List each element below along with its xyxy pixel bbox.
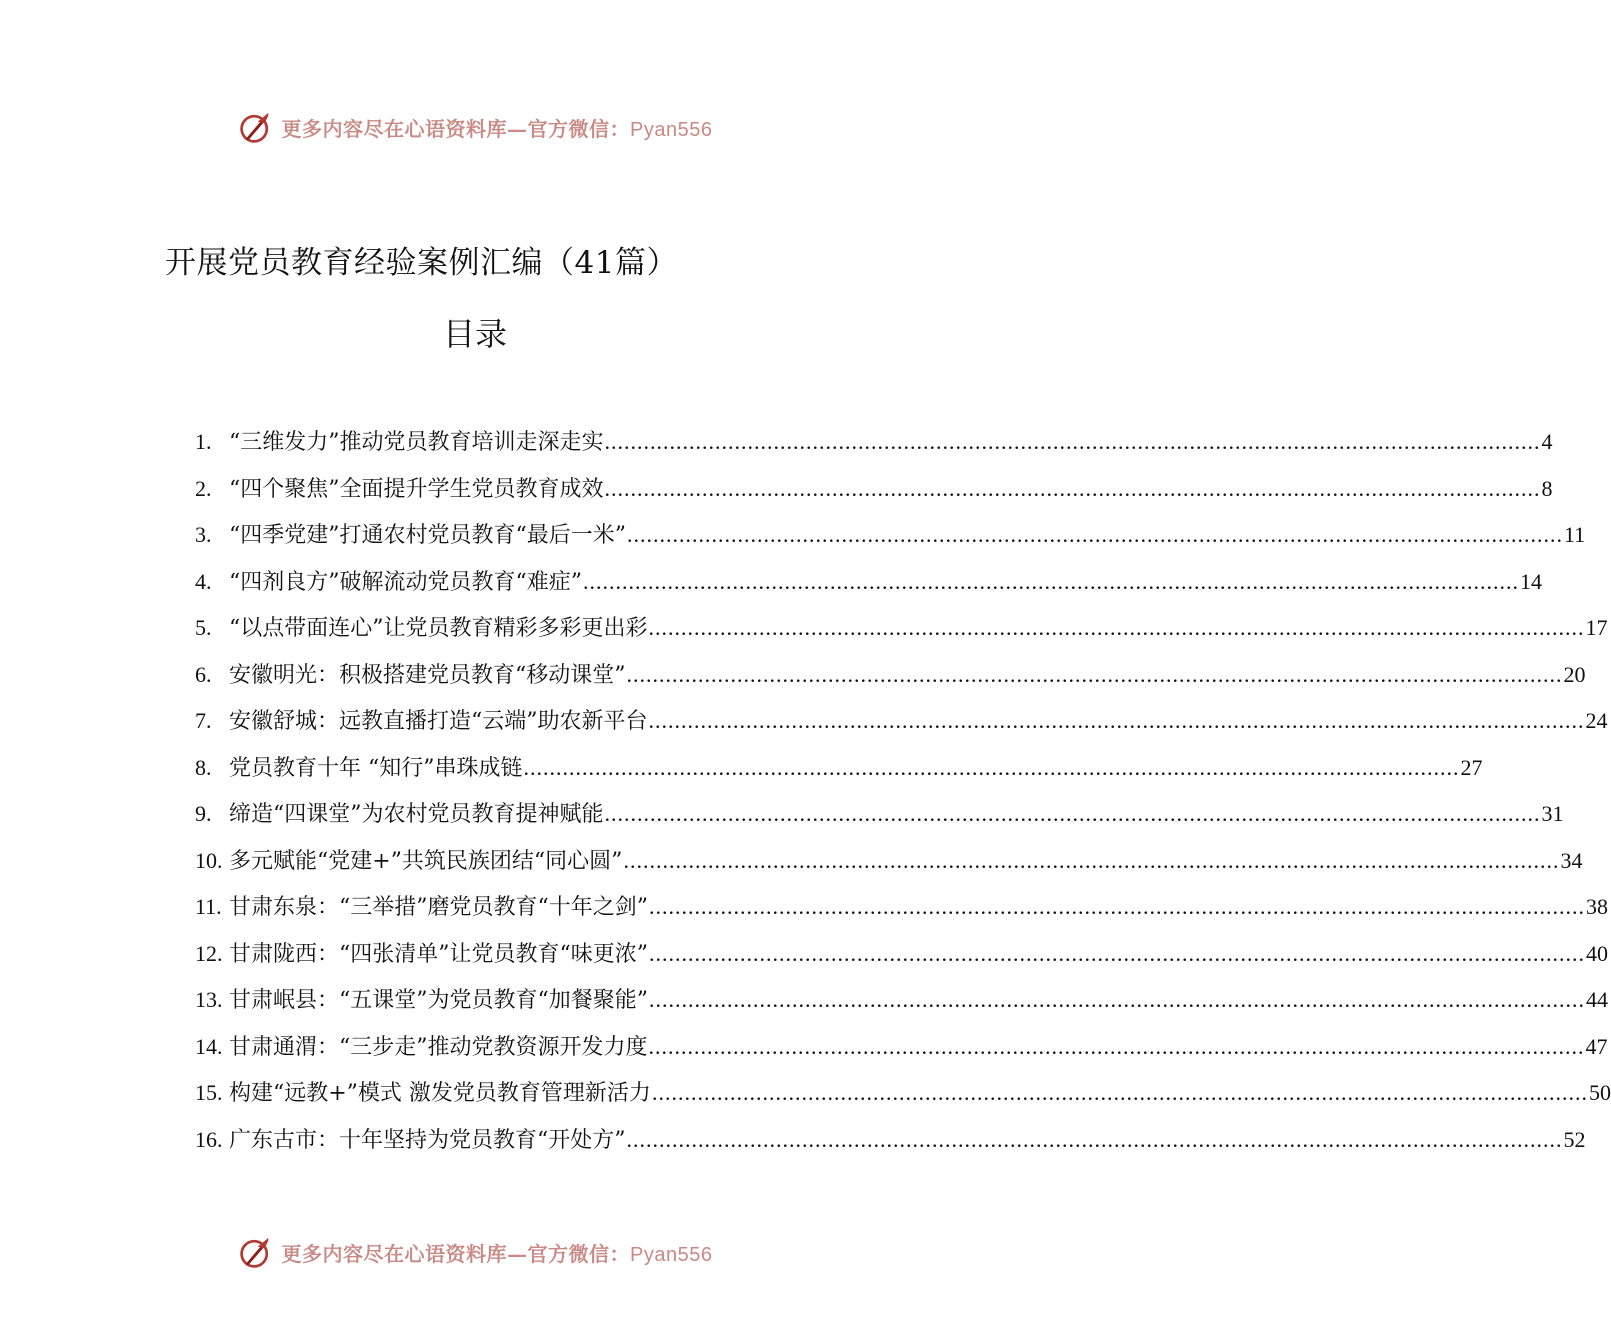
toc-leader-dots xyxy=(649,977,1585,1024)
watermark-header xyxy=(0,107,950,147)
toc-entry-number: 8. xyxy=(195,754,212,780)
toc-entry-page: 40 xyxy=(1586,940,1608,966)
toc-entry-page: 8 xyxy=(1541,475,1553,501)
toc-heading: 目录 xyxy=(442,315,507,353)
toc-entry[interactable] xyxy=(195,791,1564,838)
toc-leader-dots xyxy=(649,884,1585,931)
toc-entry-title: 甘肃东泉：“三举措”磨党员教育“十年之剑” xyxy=(229,895,648,920)
toc-entry-number: 14. xyxy=(195,1033,223,1059)
toc-leader-dots xyxy=(605,466,1541,513)
toc-entry-page: 50 xyxy=(1588,1080,1611,1105)
watermark-wechat-id: Pyan556 xyxy=(630,118,713,141)
toc-entry-number: 2. xyxy=(195,475,212,501)
toc-entry[interactable] xyxy=(195,931,1608,978)
watermark-wechat-id: Pyan556 xyxy=(630,1243,713,1266)
toc-entry[interactable] xyxy=(195,652,1586,699)
toc-leader-dots xyxy=(623,838,1559,885)
toc-entry-number: 9. xyxy=(195,801,212,826)
toc-entry-title: “四剂良方”破解流动党员教育“难症” xyxy=(229,569,582,595)
toc-entry-page: 4 xyxy=(1541,429,1553,454)
toc-entry[interactable] xyxy=(195,419,1553,466)
toc-entry-number: 1. xyxy=(195,429,212,454)
toc-entry-title: 甘肃通渭：“三步走”推动党教资源开发力度 xyxy=(229,1034,648,1060)
toc-entry-title: 构建“远教+”模式 激发党员教育管理新活力 xyxy=(229,1081,651,1106)
toc-entry-page: 20 xyxy=(1563,661,1586,687)
toc-entry[interactable] xyxy=(195,559,1542,606)
watermark-label: 更多内容尽在心语资料库—官方微信： xyxy=(281,116,631,141)
toc-entry-number: 16. xyxy=(195,1126,223,1152)
toc-entry[interactable] xyxy=(195,466,1553,513)
toc-entry[interactable] xyxy=(195,698,1608,745)
toc-entry-page: 47 xyxy=(1585,1033,1608,1059)
toc-leader-dots xyxy=(652,1070,1588,1117)
toc-entry[interactable] xyxy=(195,1117,1586,1164)
toc-entry-number: 10. xyxy=(195,847,223,873)
toc-entry-number: 4. xyxy=(195,568,212,594)
toc-entry-title: “四个聚焦”全面提升学生党员教育成效 xyxy=(229,476,604,502)
watermark-text xyxy=(282,1238,713,1267)
toc-entry-page: 44 xyxy=(1586,987,1608,1012)
toc-entry-title: “以点带面连心”让党员教育精彩多彩更出彩 xyxy=(229,616,648,641)
toc-entry-page: 34 xyxy=(1560,847,1583,873)
toc-entry-number: 7. xyxy=(195,708,212,733)
toc-entry-title: 安徽舒城：远教直播打造“云端”助农新平台 xyxy=(229,709,648,734)
toc-entry[interactable] xyxy=(195,512,1586,559)
toc-entry-page: 27 xyxy=(1460,754,1483,780)
toc-entry-number: 3. xyxy=(195,522,212,547)
toc-entry-page: 52 xyxy=(1563,1126,1586,1152)
toc-entry[interactable] xyxy=(195,1024,1608,1071)
toc-entry-title: 党员教育十年 “知行”串珠成链 xyxy=(229,755,523,781)
toc-entry-page: 38 xyxy=(1586,894,1608,919)
toc-leader-dots xyxy=(524,745,1460,792)
toc-entry-title: 广东古市：十年坚持为党员教育“开处方” xyxy=(229,1127,626,1153)
document-title: 开展党员教育经验案例汇编（41篇） xyxy=(165,245,678,281)
toc-entry-page: 11 xyxy=(1564,522,1586,547)
toc-entry[interactable] xyxy=(195,884,1608,931)
toc-entry[interactable] xyxy=(195,838,1583,885)
toc-entry[interactable] xyxy=(195,977,1608,1024)
toc-leader-dots xyxy=(627,1117,1563,1164)
toc-leader-dots xyxy=(649,931,1585,978)
toc-entry[interactable] xyxy=(195,605,1608,652)
quill-logo-icon xyxy=(238,1234,274,1270)
toc-entry-number: 11. xyxy=(195,894,222,919)
toc-leader-dots xyxy=(649,605,1585,652)
toc-entry-number: 12. xyxy=(195,940,223,966)
toc-entry-title: 多元赋能“党建+”共筑民族团结“同心圆” xyxy=(229,848,623,874)
toc-entry-page: 17 xyxy=(1585,615,1608,640)
toc-leader-dots xyxy=(627,512,1563,559)
watermark-label: 更多内容尽在心语资料库—官方微信： xyxy=(281,1241,631,1266)
toc-entry-page: 24 xyxy=(1585,708,1608,733)
toc-leader-dots xyxy=(605,791,1541,838)
toc-entry[interactable] xyxy=(195,745,1483,792)
toc-entry-title: “三维发力”推动党员教育培训走深走实 xyxy=(229,430,604,455)
watermark-text xyxy=(282,113,713,142)
toc-entry-number: 13. xyxy=(195,987,223,1012)
toc-entry-page: 31 xyxy=(1541,801,1564,826)
toc-entry-title: “四季党建”打通农村党员教育“最后一米” xyxy=(229,523,626,548)
toc-entry[interactable] xyxy=(195,1070,1611,1117)
toc-leader-dots xyxy=(583,559,1519,606)
toc-entry-number: 6. xyxy=(195,661,212,687)
toc-entry-page: 14 xyxy=(1520,568,1542,594)
toc-entry-title: 缔造“四课堂”为农村党员教育提神赋能 xyxy=(229,802,604,827)
toc-entry-number: 15. xyxy=(195,1080,223,1105)
toc-entry-title: 安徽明光：积极搭建党员教育“移动课堂” xyxy=(229,662,626,688)
toc-entry-title: 甘肃陇西：“四张清单”让党员教育“味更浓” xyxy=(229,941,648,967)
toc-leader-dots xyxy=(649,1024,1585,1071)
toc-leader-dots xyxy=(627,652,1563,699)
toc-entry-number: 5. xyxy=(195,615,212,640)
toc-entry-title: 甘肃岷县：“五课堂”为党员教育“加餐聚能” xyxy=(229,988,648,1013)
toc-leader-dots xyxy=(649,698,1585,745)
toc-leader-dots xyxy=(605,419,1541,466)
table-of-contents xyxy=(195,419,1611,1163)
watermark-footer xyxy=(0,1232,950,1272)
quill-logo-icon xyxy=(238,109,274,145)
